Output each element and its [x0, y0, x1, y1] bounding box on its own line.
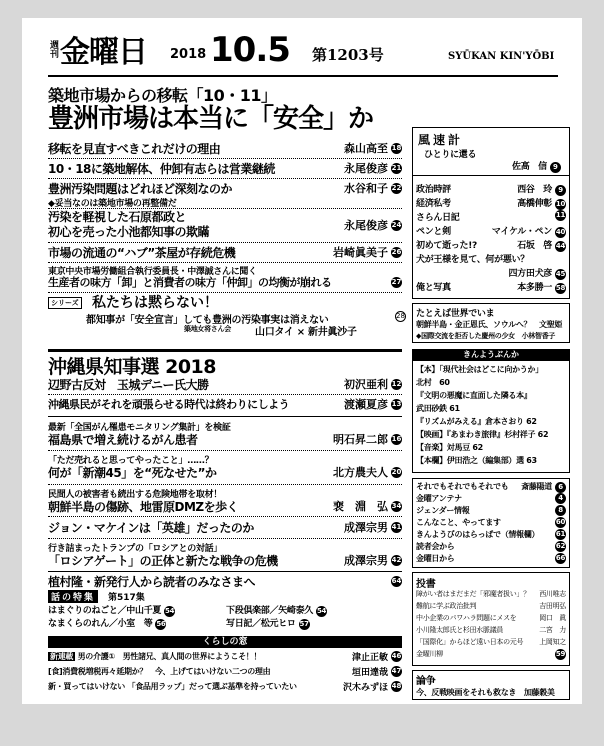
tatoeba-title: たとえば世界でいま: [416, 309, 495, 319]
tokushu-item[interactable]: はまぐりのねごと／中山千夏 54: [48, 606, 175, 616]
article-pretitle: 行き詰まったトランプの「ロシアとの対話」: [48, 544, 223, 554]
toukou-title: 投書: [416, 579, 436, 590]
tokushu-item[interactable]: 下段倶楽部／矢崎泰久 54: [226, 606, 327, 616]
toc-item[interactable]: 植村隆・新発行人から読者のみなさまへ 64: [48, 574, 402, 589]
series-label: シリーズ: [48, 297, 82, 309]
toukou-item[interactable]: 障がい者はまだまだ「邪魔者扱い」？ 西川唯志: [416, 590, 566, 598]
top-margin: [0, 0, 604, 18]
kinyo-item[interactable]: 【映画】『あまわき旅律』杉村祥子 62: [416, 430, 549, 439]
toc-item[interactable]: 沖縄県民がそれを頑張らせる時代は終わりにしよう 渡瀬夏彦 13: [48, 398, 402, 411]
tokushu-label: 話の特集: [48, 590, 98, 603]
kinyo-bunka-header: きんようぶんか: [413, 349, 569, 361]
misc-item[interactable]: 読者会から 62: [416, 542, 566, 551]
column-item[interactable]: 経済私考 高橋伸彰 10: [416, 199, 566, 209]
series-author-note: 築地女将さん会: [184, 325, 231, 333]
misc-item[interactable]: それでもそれでもそれでも 斎藤陽道 6: [416, 481, 566, 493]
toc-item[interactable]: [食]消費税増税再々延期か？ 今、上げてはいけない二つの理由 垣田達哉 47: [48, 667, 402, 678]
toc-item[interactable]: 市場の流通の“ハブ”茶屋が存続危機 岩崎眞美子 26: [48, 245, 402, 260]
toc-item[interactable]: 10・18に築地解体、仲卸有志らは営業継続 永尾俊彦 21: [48, 161, 402, 176]
ronsou-item[interactable]: 今、反戦映画をそれも救なき 加藤穀美: [416, 688, 555, 697]
fuusoku-author: 佐高 信 9: [512, 159, 561, 173]
series-page: 28: [396, 312, 405, 320]
kinyo-item[interactable]: 『文明の悪魔に直面した隣る本』: [416, 391, 532, 400]
kinyo-item[interactable]: 【音楽】対馬豆 62: [416, 443, 483, 452]
magazine-name: 金曜日: [60, 35, 147, 70]
toc-item[interactable]: 新・買ってはいけない 「食品用ラップ」だって選ぶ基準を持っていたい 沢木みずほ 48: [48, 682, 402, 693]
kinyo-item[interactable]: 『リズムがみえる』倉本さおり 62: [416, 417, 537, 426]
masthead-logo: [48, 34, 147, 70]
bottom-margin: [0, 704, 604, 746]
okinawa-section-title: 沖縄県知事選 2018: [48, 349, 402, 373]
right-margin: [582, 0, 604, 746]
weekly-label: 週刊: [48, 40, 58, 58]
feature-headline: 豊洲市場は本当に「安全」か: [48, 104, 374, 134]
column-item[interactable]: 犬が王様を見て、何が悪い？: [416, 255, 529, 265]
toc-item[interactable]: 福島県で増え続けるがん患者 明石昇二郎 16: [48, 432, 402, 447]
tokushu-num: 第517集: [108, 593, 145, 603]
tokushu-item[interactable]: 写日記／松元ヒロ 57: [226, 619, 309, 629]
toc-item[interactable]: 朝鮮半島の傷跡、地雷原DMZを歩く 裵 淵 弘 34: [48, 499, 402, 514]
fuusoku-title: 風速計: [418, 133, 464, 147]
header-rule: [48, 75, 558, 77]
toukou-item[interactable]: 難航に学ぶ政治批判 吉田明弘: [416, 602, 566, 610]
misc-item[interactable]: 金曜日から 66: [416, 554, 566, 563]
column-item[interactable]: 政治時評 西谷 玲 9: [416, 182, 566, 196]
tatoeba-item[interactable]: 朝鮮半島・金正恩氏、ソウルへ？ 文聖姫: [416, 320, 563, 329]
misc-item[interactable]: 金曜アンテナ 4: [416, 493, 566, 504]
fuusoku-sub: ひとりに還る: [424, 150, 477, 160]
issue-number: 第1203号: [312, 46, 384, 64]
ronsou-title: 論争: [416, 676, 436, 687]
column-item[interactable]: さらん日記 11: [416, 211, 566, 223]
series-subtitle: 都知事が「安全宣言」しても豊洲の汚染事実は消えない: [86, 315, 329, 326]
kurashi-header: くらしの窓: [48, 636, 402, 648]
left-margin: [0, 0, 22, 746]
column-item[interactable]: ペンと剣 マイケル・ペン 40: [416, 227, 566, 237]
article-pretitle: 「ただ売れると思ってやったこと」……？: [48, 456, 214, 466]
issue-year: 2018: [170, 47, 207, 62]
toc-item[interactable]: 移転を見直すべきこれだけの理由 森山高至 18: [48, 141, 402, 156]
series-authors: 山口タイ × 新井眞沙子: [255, 327, 357, 338]
toc-item[interactable]: ジョン・マケインは「英雄」だったのか 成澤宗男 41: [48, 520, 402, 535]
romaji-title: SYŪKAN KIN'YŌBI: [448, 51, 555, 62]
tatoeba-item[interactable]: ◆国際交流を拒否した慶州の少女 小林智香子: [416, 332, 556, 340]
kinyo-item[interactable]: 【本】「現代社会はどこに向かうか」: [416, 365, 543, 374]
sub-note: ◆妥当なのは築地市場の再整備だ: [48, 199, 177, 209]
toc-item[interactable]: 辺野古反対 玉城デニー氏大勝 初沢亜利 12: [48, 377, 402, 392]
column-item[interactable]: 俺と写真 本多勝一 58: [416, 283, 566, 293]
tokushu-box: [48, 590, 402, 628]
toc-item[interactable]: 「ロシアゲート」の正体と新たな戦争の危機 成澤宗男 42: [48, 553, 402, 568]
issue-date: 10.5: [210, 30, 290, 70]
tokushu-item[interactable]: なまくらのれん／小室 等 56: [48, 619, 166, 629]
column-item[interactable]: 四方田犬彦 45: [508, 269, 566, 279]
toc-item[interactable]: 汚染を軽視した石原都政と 初心を売った小池都知事の欺瞞 永尾俊彦 24: [48, 210, 402, 239]
kinyo-item[interactable]: 北村 60: [416, 378, 450, 387]
column-item[interactable]: 初めて逝った!? 石坂 啓 44: [416, 241, 566, 251]
misc-item[interactable]: きんようびのはらっぱで（情報欄） 61: [416, 530, 566, 539]
feature-kicker: 築地市場からの移転「10・11」: [48, 86, 277, 105]
toc-item[interactable]: 豊洲汚染問題はどれほど深刻なのか 水谷和子 22: [48, 181, 402, 196]
series-title: 私たちは黙らない！: [92, 295, 218, 311]
toukou-item[interactable]: 中小企業のパワハラ問題にメスを 岡口 眞: [416, 614, 566, 622]
toc-item[interactable]: 生産者の味方「卸」と消費者の味方「仲卸」の均衡が崩れる 27: [48, 276, 402, 289]
toukou-item[interactable]: 小川隆太郎氏と杉田水脈議員 二宮 力: [416, 626, 566, 634]
toc-item[interactable]: 新連載 男の介護① 男性諸兄、真人間の世界にようこそ！！ 津止正敏 46: [50, 652, 402, 663]
kinyo-item[interactable]: 【本欄】伊田浩之（編集部）選 63: [416, 456, 537, 465]
article-pretitle: 最新「全国がん罹患モニタリング集計」を検証: [48, 423, 231, 433]
toukou-item[interactable]: 「国際化」からほど遠い日本の元号 上岡知之: [416, 638, 566, 646]
toukou-item[interactable]: 金曜川柳 59: [416, 650, 566, 658]
misc-item[interactable]: ジェンダー情報 8: [416, 505, 566, 516]
interview-note: 東京中央市場労働組合執行委員長・中澤誠さんに聞く: [48, 267, 257, 277]
article-pretitle: 民間人の被害者も続出する危険地帯を取材！: [48, 490, 223, 500]
toc-item[interactable]: 何が「新潮45」を“死なせた”か 北方農夫人 20: [48, 465, 402, 480]
kinyo-item[interactable]: 武田砂鉄 61: [416, 404, 460, 413]
misc-item[interactable]: こんなこと、やってます 60: [416, 518, 566, 527]
